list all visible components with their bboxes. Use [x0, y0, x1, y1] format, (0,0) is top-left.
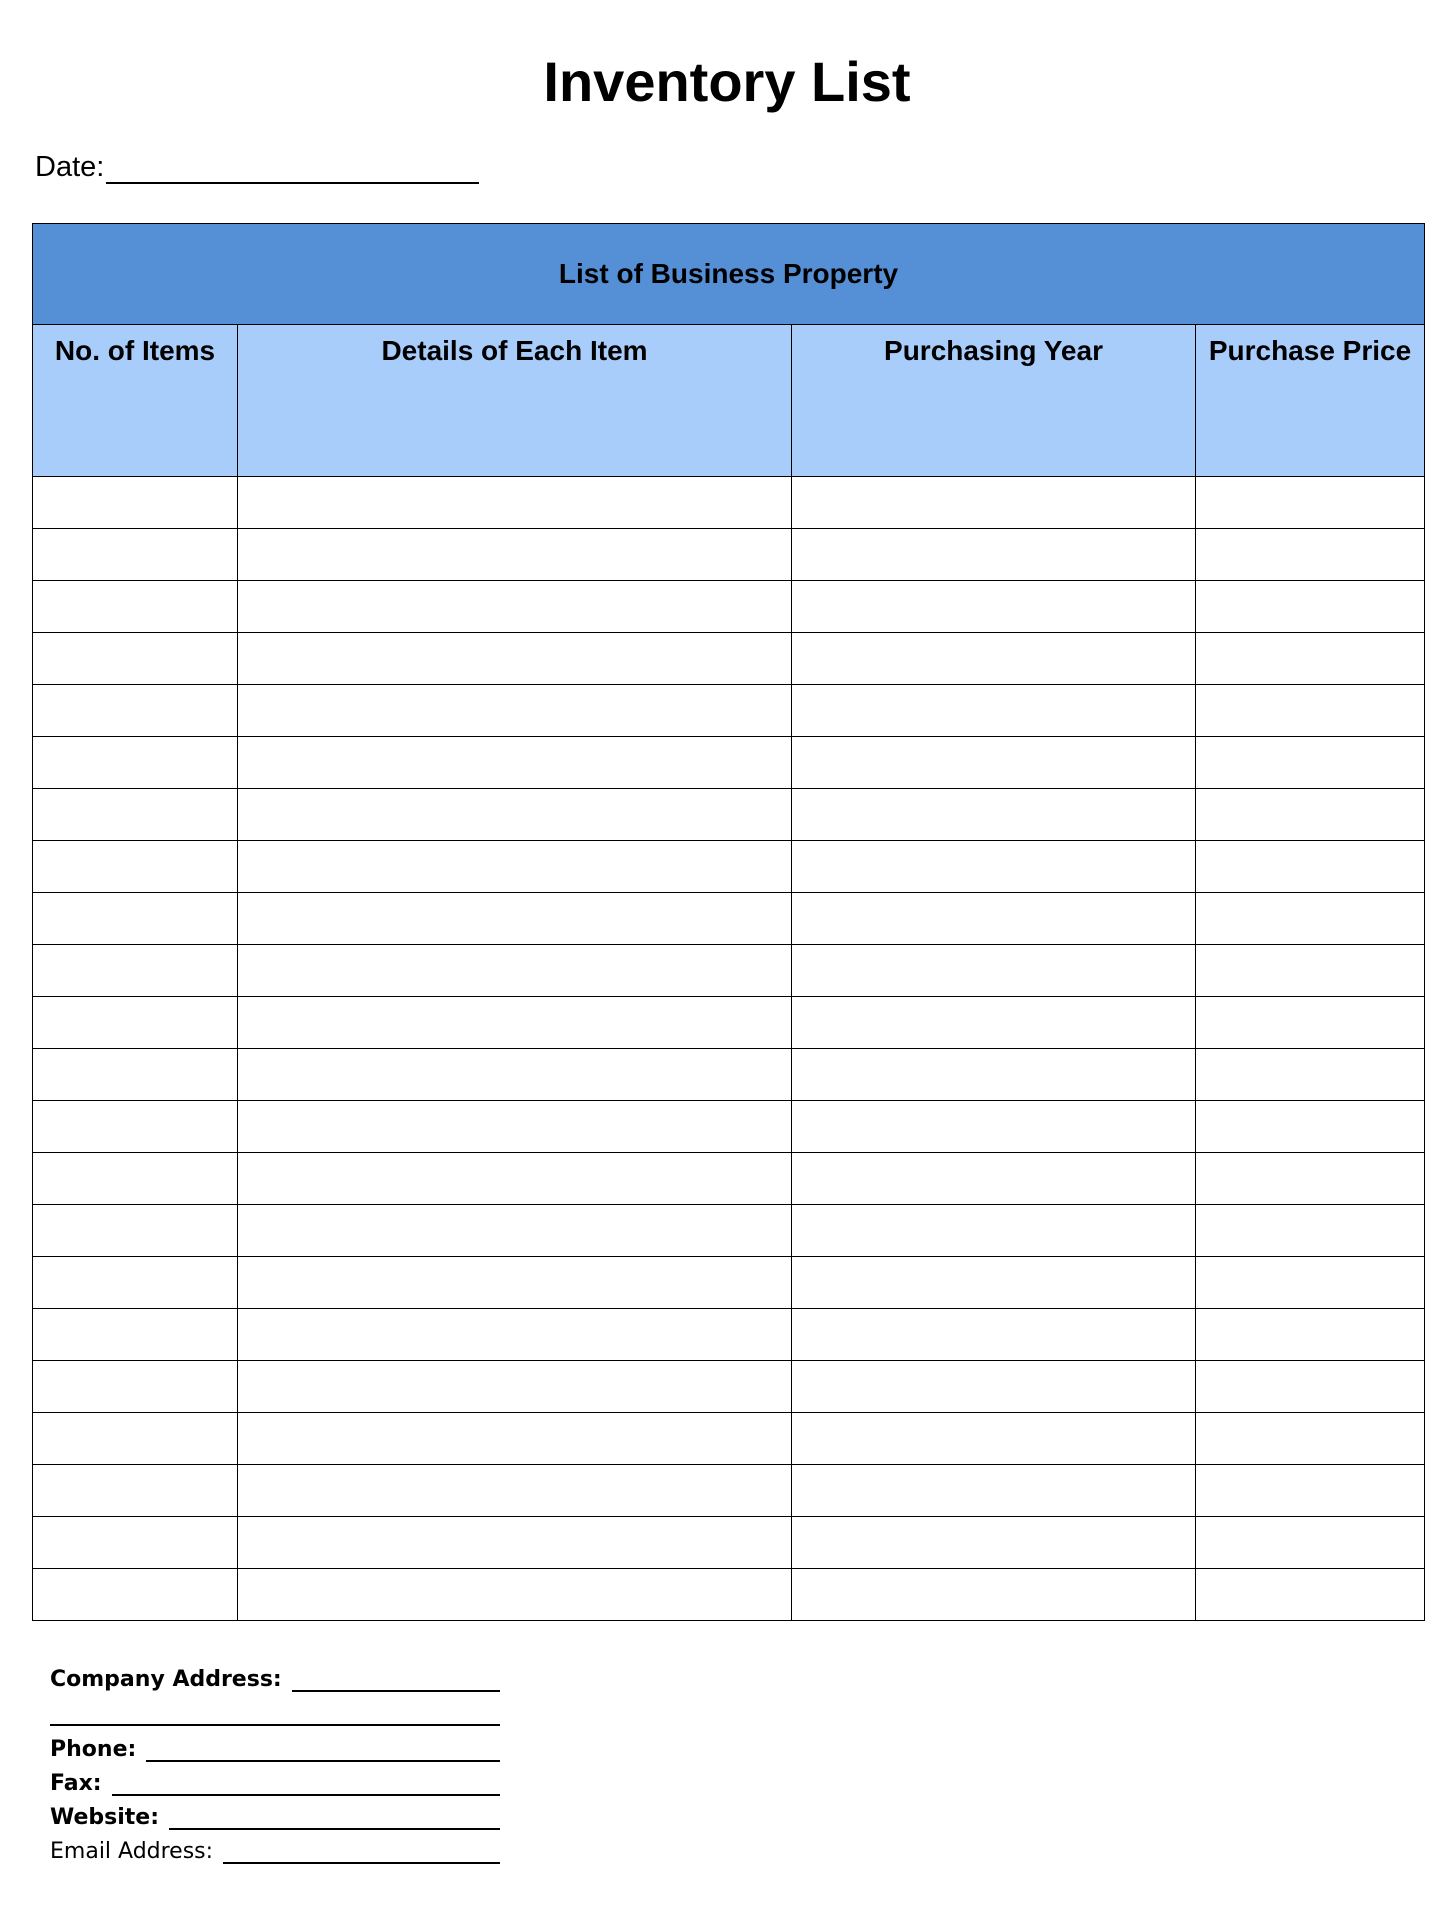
table-cell[interactable]	[1196, 1309, 1425, 1361]
table-cell[interactable]	[792, 1205, 1196, 1257]
table-cell[interactable]	[792, 945, 1196, 997]
table-row	[33, 1205, 1425, 1257]
header-row	[33, 325, 1425, 477]
table-cell[interactable]	[792, 1569, 1196, 1621]
table-cell[interactable]	[238, 1257, 792, 1309]
table-cell[interactable]	[1196, 737, 1425, 789]
company-address-field	[50, 1658, 500, 1692]
table-row	[33, 1257, 1425, 1309]
fax-line[interactable]	[112, 1770, 500, 1796]
table-cell[interactable]	[33, 1569, 238, 1621]
table-cell[interactable]	[792, 477, 1196, 529]
table-row	[33, 737, 1425, 789]
table-cell[interactable]	[238, 1465, 792, 1517]
table-cell[interactable]	[1196, 1465, 1425, 1517]
table-cell[interactable]	[792, 1517, 1196, 1569]
email-label: Email Address:	[50, 1839, 214, 1864]
table-cell[interactable]	[1196, 789, 1425, 841]
email-line[interactable]	[223, 1838, 500, 1864]
table-cell[interactable]	[1196, 1413, 1425, 1465]
table-cell[interactable]	[238, 1101, 792, 1153]
table-cell[interactable]	[1196, 1049, 1425, 1101]
table-cell[interactable]	[1196, 1517, 1425, 1569]
table-cell[interactable]	[238, 1569, 792, 1621]
table-row	[33, 841, 1425, 893]
contact-footer	[50, 1658, 500, 1864]
table-cell[interactable]	[238, 1413, 792, 1465]
website-line[interactable]	[169, 1804, 500, 1830]
table-cell[interactable]	[1196, 1205, 1425, 1257]
table-cell[interactable]	[1196, 477, 1425, 529]
column-header-no-of-items: No. of Items	[33, 325, 238, 477]
table-cell[interactable]	[792, 1309, 1196, 1361]
table-cell[interactable]	[792, 529, 1196, 581]
table-cell[interactable]	[33, 1049, 238, 1101]
table-cell[interactable]	[33, 737, 238, 789]
table-cell[interactable]	[1196, 997, 1425, 1049]
table-row	[33, 1101, 1425, 1153]
table-cell[interactable]	[792, 841, 1196, 893]
phone-label: Phone:	[50, 1737, 137, 1762]
fax-label: Fax:	[50, 1771, 102, 1796]
table-cell[interactable]	[238, 997, 792, 1049]
table-cell[interactable]	[792, 737, 1196, 789]
table-cell[interactable]	[1196, 633, 1425, 685]
table-cell[interactable]	[33, 1101, 238, 1153]
company-address-label: Company Address:	[50, 1667, 282, 1692]
table-cell[interactable]	[792, 1101, 1196, 1153]
table-cell[interactable]	[33, 945, 238, 997]
table-row	[33, 945, 1425, 997]
table-cell[interactable]	[1196, 685, 1425, 737]
company-address-line[interactable]	[292, 1666, 500, 1692]
table-row	[33, 1361, 1425, 1413]
table-cell[interactable]	[1196, 529, 1425, 581]
table-cell[interactable]	[33, 633, 238, 685]
table-row	[33, 1465, 1425, 1517]
table-cell[interactable]	[238, 789, 792, 841]
table-cell[interactable]	[33, 997, 238, 1049]
phone-line[interactable]	[146, 1736, 500, 1762]
table-cell[interactable]	[33, 581, 238, 633]
table-cell[interactable]	[33, 1517, 238, 1569]
table-banner: List of Business Property	[33, 224, 1425, 325]
table-cell[interactable]	[792, 1465, 1196, 1517]
date-field	[35, 144, 479, 184]
table-cell[interactable]	[33, 1205, 238, 1257]
table-cell[interactable]	[238, 633, 792, 685]
table-row	[33, 893, 1425, 945]
fax-field	[50, 1762, 500, 1796]
table-row	[33, 1517, 1425, 1569]
table-row	[33, 1309, 1425, 1361]
table-cell[interactable]	[33, 1465, 238, 1517]
table-cell[interactable]	[1196, 945, 1425, 997]
table-cell[interactable]	[1196, 1569, 1425, 1621]
table-cell[interactable]	[1196, 893, 1425, 945]
company-address-continuation	[50, 1692, 500, 1726]
table-row	[33, 1153, 1425, 1205]
table-cell[interactable]	[238, 685, 792, 737]
column-header-purchasing-year: Purchasing Year	[792, 325, 1196, 477]
table-cell[interactable]	[33, 893, 238, 945]
table-row	[33, 529, 1425, 581]
table-cell[interactable]	[238, 737, 792, 789]
date-label: Date:	[35, 151, 105, 183]
table-row	[33, 685, 1425, 737]
table-cell[interactable]	[238, 893, 792, 945]
table-row	[33, 1049, 1425, 1101]
table-cell[interactable]	[238, 477, 792, 529]
email-field	[50, 1830, 500, 1864]
table-row	[33, 789, 1425, 841]
table-row	[33, 477, 1425, 529]
column-header-purchase-price: Purchase Price	[1196, 325, 1425, 477]
table-cell[interactable]	[1196, 1101, 1425, 1153]
page-title: Inventory List	[543, 50, 911, 113]
table-cell[interactable]	[33, 529, 238, 581]
table-cell[interactable]	[238, 841, 792, 893]
table-row	[33, 633, 1425, 685]
website-field	[50, 1796, 500, 1830]
table-cell[interactable]	[238, 1153, 792, 1205]
table-cell[interactable]	[792, 581, 1196, 633]
table-cell[interactable]	[792, 633, 1196, 685]
table-cell[interactable]	[33, 1257, 238, 1309]
inventory-table	[32, 223, 1425, 1621]
table-row	[33, 1569, 1425, 1621]
date-input-line[interactable]	[106, 148, 479, 184]
table-cell[interactable]	[1196, 1153, 1425, 1205]
table-cell[interactable]	[1196, 841, 1425, 893]
table-cell[interactable]	[238, 1361, 792, 1413]
table-cell[interactable]	[792, 1413, 1196, 1465]
table-cell[interactable]	[792, 997, 1196, 1049]
table-cell[interactable]	[33, 1413, 238, 1465]
table-cell[interactable]	[33, 685, 238, 737]
table-row	[33, 581, 1425, 633]
table-cell[interactable]	[792, 685, 1196, 737]
table-cell[interactable]	[238, 1205, 792, 1257]
table-cell[interactable]	[792, 1049, 1196, 1101]
table-cell[interactable]	[238, 529, 792, 581]
column-header-details: Details of Each Item	[238, 325, 792, 477]
table-row	[33, 997, 1425, 1049]
table-cell[interactable]	[792, 893, 1196, 945]
table-cell[interactable]	[1196, 581, 1425, 633]
table-cell[interactable]	[33, 477, 238, 529]
table-cell[interactable]	[792, 1257, 1196, 1309]
table-cell[interactable]	[1196, 1257, 1425, 1309]
table-cell[interactable]	[792, 1361, 1196, 1413]
table-cell[interactable]	[792, 1153, 1196, 1205]
table-body	[33, 477, 1425, 1621]
table-cell[interactable]	[33, 789, 238, 841]
table-cell[interactable]	[33, 841, 238, 893]
table-cell[interactable]	[238, 1309, 792, 1361]
table-cell[interactable]	[792, 789, 1196, 841]
website-label: Website:	[50, 1805, 160, 1830]
table-cell[interactable]	[33, 1153, 238, 1205]
table-row	[33, 1413, 1425, 1465]
table-cell[interactable]	[33, 1361, 238, 1413]
phone-field	[50, 1728, 500, 1762]
table-cell[interactable]	[238, 1049, 792, 1101]
table-cell[interactable]	[238, 945, 792, 997]
table-cell[interactable]	[1196, 1361, 1425, 1413]
table-cell[interactable]	[238, 581, 792, 633]
company-address-line-2[interactable]	[50, 1700, 500, 1726]
table-cell[interactable]	[238, 1517, 792, 1569]
table-cell[interactable]	[33, 1309, 238, 1361]
